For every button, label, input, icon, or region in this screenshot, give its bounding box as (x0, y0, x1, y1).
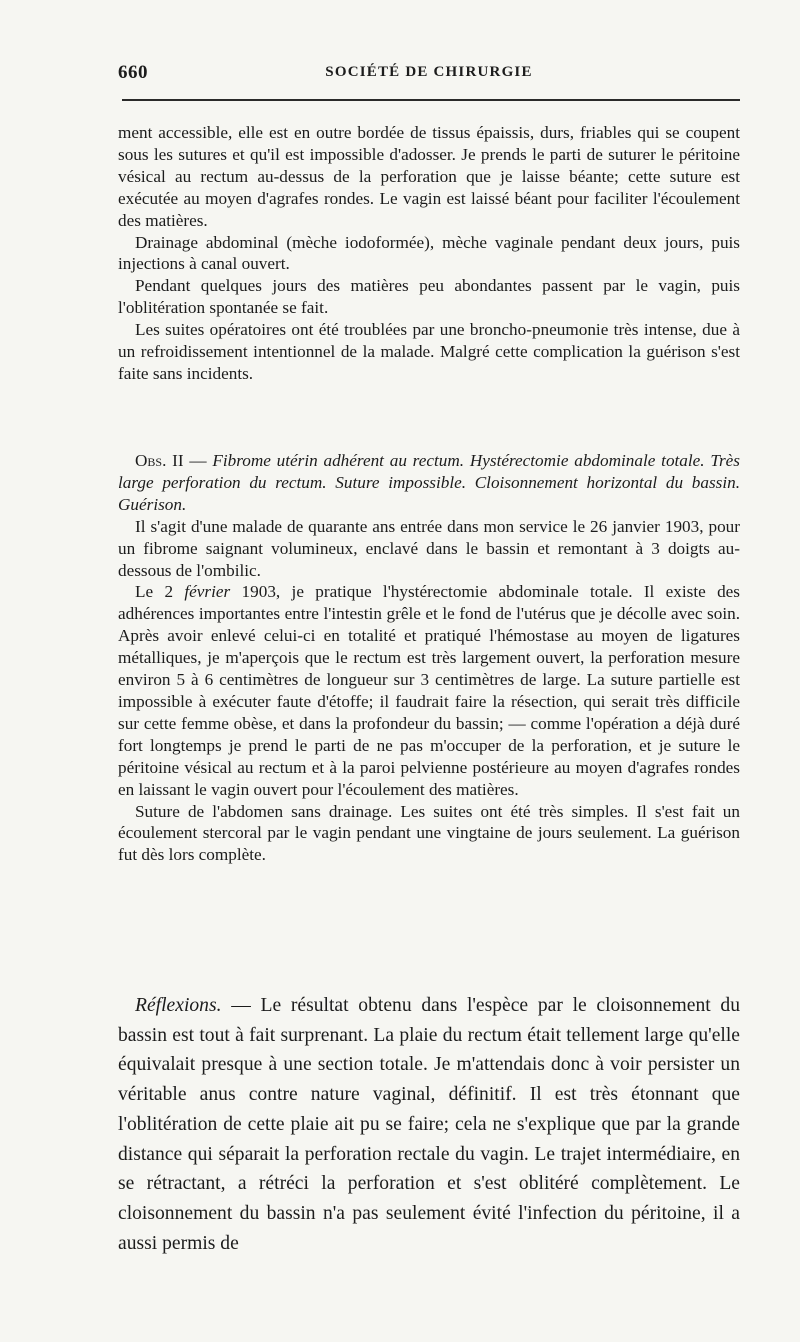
header-rule (122, 99, 740, 101)
reflexions-section (118, 991, 740, 1258)
observation-paragraph-3: Suture de l'abdomen sans drainage. Les suites ont été très simples. Il s'est fait un écoulement stercoral par le vagin pendant une vingtaine de jours seulement. La guérison fut dès lors complète. (118, 801, 740, 865)
reflexions-paragraph (118, 991, 740, 1258)
body-paragraph-4: Les suites opératoires ont été troublées par une broncho-pneumonie très intense, due à un refroidissement intentionnel de la malade. Malgré cette complication la guérison s'est faite sans incidents. (118, 320, 740, 383)
observation-paragraph-2-rest: 1903, je pratique l'hystérectomie abdominale totale. Il existe des adhérences importantes entre l'intestin grêle et le fond de l'utérus que je décolle avec soin. Après avoir enlevé celui-ci en totalité et pratiqué l'hémostase au moyen de ligatures métalliques, je m'aperçois que le rectum est très largement ouvert, la perforation mesure environ 5 à 6 centimètres de longueur sur 3 centimètres de large. La suture partielle est impossible à exécuter faute d'étoffe; il faudrait faire la résection, qui serait très difficile sur cette femme obèse, et dans la profondeur du bassin; — comme l'opération a déjà duré fort longtemps je prend le parti de ne pas m'occuper de la perforation, et je suture le péritoine vésical au rectum et à la paroi pelvienne postérieure au moyen d'agrafes rondes en laissant le vagin ouvert pour l'écoulement des matières. (118, 582, 740, 799)
running-title: SOCIÉTÉ DE CHIRURGIE (325, 64, 533, 80)
observation-label: Obs. II (135, 451, 184, 470)
reflexions-label: Réflexions. (135, 995, 222, 1016)
observation-paragraph-2-month: février (184, 582, 231, 602)
observation-title: Fibrome utérin adhérent au rectum. Hystérectomie abdominale totale. Très large perforation du rectum. Suture impossible. Cloisonnement horizontal du bassin. Guérison. (118, 451, 740, 514)
reflexions-text: — Le résultat obtenu dans l'espèce par le cloisonnement du bassin est tout à fait surprenant. La plaie du rectum était tellement large qu'elle équivalait presque à une section totale. Je m'attendais donc à voir persister un véritable anus contre nature vaginal, définitif. Il est très étonnant que l'oblitération de cette plaie ait pu se faire; cela ne s'explique que par la grande distance qui séparait la perforation rectale du vagin. Le trajet intermédiaire, en se rétractant, a rétréci la perforation et s'est oblitéré complètement. Le cloisonnement du bassin n'a pas seulement évité l'infection du péritoine, il a aussi permis de (118, 995, 740, 1254)
observation-paragraph-2-start: Le 2 (135, 582, 185, 602)
observation-paragraph-2 (118, 581, 740, 800)
page-number: 660 (118, 62, 148, 83)
observation-heading (118, 450, 740, 516)
page-header (118, 62, 740, 86)
observation-section (118, 450, 740, 866)
observation-dash: — (183, 451, 213, 470)
body-paragraph-2: Drainage abdominal (mèche iodoformée), mèche vaginale pendant deux jours, puis injections à canal ouvert. (118, 232, 740, 274)
observation-paragraph-1: Il s'agit d'une malade de quarante ans entrée dans mon service le 26 janvier 1903, pour un fibrome saignant volumineux, enclavé dans le bassin et remontant à 3 doigts au-dessous de l'ombilic. (118, 516, 740, 580)
body-paragraph-1: ment accessible, elle est en outre bordée de tissus épaissis, durs, friables qui se coupent sous les sutures et qu'il est impossible d'adosser. Je prends le parti de suturer le péritoine vésical au rectum au-dessus de la perforation que je laisse béante; cette suture est exécutée au moyen d'agrafes rondes. Le vagin est laissé béant pour faciliter l'écoulement des matières. (118, 123, 740, 230)
continued-text (118, 122, 740, 385)
body-paragraph-3: Pendant quelques jours des matières peu abondantes passent par le vagin, puis l'oblitération spontanée se fait. (118, 276, 740, 318)
